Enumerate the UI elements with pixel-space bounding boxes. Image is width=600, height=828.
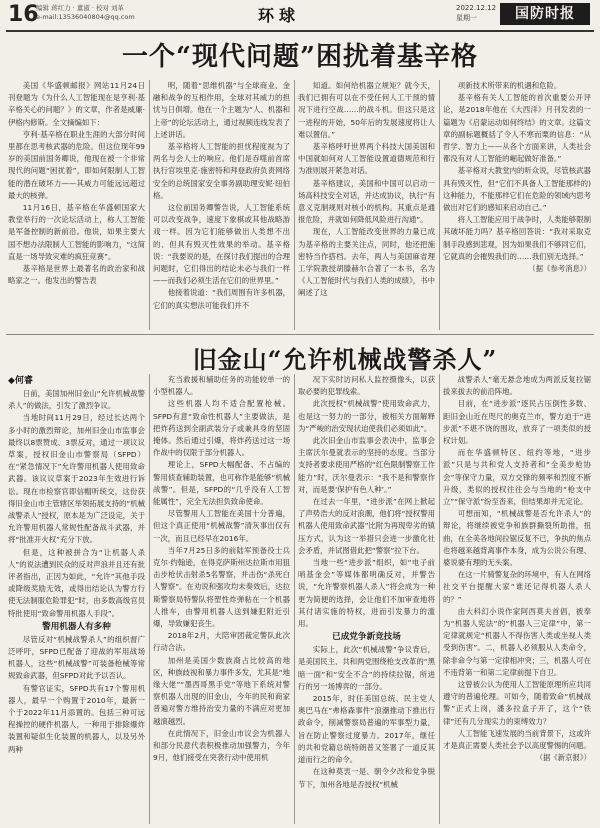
paragraph: 实际上，此次“机械战警”争议背后，是美国民主、共和两党围绕枪支改革的“黑暗一面”和“安全不合”的持续拉锯，所进行的另一场博弈的一部分。 [298, 645, 435, 691]
paragraph: 尽管反对“机械战警杀人”的组织督广泛呼吁，SFPD已配备了迎战的军用战场机器人，这些“机械战警”可装备枪械等常规致命武器，但SFPD对此予以否认。 [8, 634, 145, 681]
article1-column-2 [153, 80, 290, 330]
paragraph: 2018年2月，大陪审团裁定警队此次行动合法。 [153, 631, 290, 653]
issue-weekday: 星期一 [456, 14, 477, 22]
column-divider [439, 80, 440, 330]
article2-author: ◆何睿 [8, 376, 33, 386]
paragraph: 理论上，SFPD大幅配备、不占编的警用侦查辅助装置，也可称作是能够“机械战警”。但是，SFPD的“几乎没有人工智能属性”，完全无法担负致命使命。 [153, 460, 290, 507]
paragraph: 在此情况下，旧金山市议会为机器人和部分民意代表积极推动加强警力，今年9月，他们接受在突袭行动中使用机 [153, 728, 290, 763]
paragraph: 人工智能飞速发展的当前背景下，这或许才是真正需要人类社会予以高度警惕的问题。 [443, 728, 591, 751]
paragraph: 这位前国务卿警告说，人工智能系统可以改变战争，速度下象棋或其他战略游戏一样。因为它们能够做出人类想不出的、但具有毁灭性效果的举动。基辛格说：“我要说的是，在探讨我们提出的合理问题时，它们得出的结论未必与我们一样——而我们必须生活在它们的世界里。” [153, 203, 290, 286]
article2-column-4 [443, 374, 591, 824]
paragraph: 当地时间11月29日，经过长达两个多小时的激烈辩论，加州旧金山市监事会最终以8票赞成、3票反对，通过一项议议草案，授权旧金山市警察局（SFPD）在“紧急情况下”允许警用机器人使用致命武器。该议议草案于2023年生效进行诉讼。现在市检察官即信帽听统交，这份获得旧金山市主管辖区举领拓展支持的“机械战警杀人”授权，原本是为广泛设定，关于允许警用机器人常规性配备战斗武器，并将“批准开火权”充分下放。 [8, 413, 145, 545]
paragraph: 有警官证实，SFPD共有17个警用机器人，最早一个购置于2010年，最新一个于2022年11月添置的。包括三种可远程操控的硬件机器人，一种用于排除爆炸装置和疑似生化装置的机器人，以及另外两种 [8, 683, 145, 754]
article2-column-1 [8, 374, 145, 824]
paragraph: 当年7月25日多的前陆军预备役士兵克尔·约翰逊，在得克萨斯州达拉斯市用狙击步枪伏击射杀5名警察，并击伤“杀死白人警察”。在劝说和强攻均未奏效后，达拉斯警察局特警队将塑性炸弹粘在一个机器人推车，由警用机器人送到嫌犯附近引爆，导致嫌犯丧生。 [153, 545, 290, 629]
paragraph: 2015年，时任美国总统、民主党人奥巴马在“弗格森事件”浪潮推动下推出行政命令，削减警察局普遍的军事型力量，旨在防止警察过度暴力。2017年，继任的共和党籍总统特朗普又签署了一道反其道而行之的命令。 [298, 694, 435, 765]
paragraph: 基辛格是世界上最著名的政治家和战略家之一。他发出的警告表 [8, 264, 145, 286]
paragraph: 现在，人工智能改变世界的力量已成为基辛格的主要关注点，同时，他还把施密特当作搭档。去年，两人与美国麻省理工学院教授胡滕赫尔合著了一本书，名为《人工智能时代与我们人类的成绩》，书中阐述了这 [298, 227, 435, 298]
article2-column-3 [298, 374, 435, 824]
article2-column-2 [153, 374, 290, 824]
paragraph: 他接着说道：“我们周围有许多机器，它们的真实想法可能我们并不 [153, 288, 290, 310]
paragraph: 日前，美国加州旧金山“允许机械战警杀人”的做法，引发了激烈争议。 [8, 389, 145, 411]
paragraph: 知道。如何给机器立规矩？就今天，我们已拥有可以在不受任何人工干预的情况下进行空战……的战斗机。但这只是这一进程的开始，50年后的发展速度将让人难以置信。” [298, 81, 435, 139]
column-divider [294, 374, 295, 824]
article1-column-4 [443, 80, 591, 330]
paragraph: 基辛格建议，美国和中国可以启动一场高科技安全对话，并达成协议，执行“有意义克制规则对核小的机构。其重点是通报危险，并就如何降低风险进行沟通”。 [298, 178, 435, 225]
paragraph: 目前，在“进步派”逐民占压倒性多数、距旧金山近在咫尺的奥克兰市，警方迫于“进步派”不堪不饶的围攻，放弃了一项类似的授权计划。 [443, 399, 591, 446]
paragraph: 将人工智能应用于战争时，人类能够限制其破坏能力吗？基辛格回答说：“我对采取克制手段感到悲观，因为如果我们不够同它们，它就真的会摧毁我们的……我们别无选择。” [443, 215, 591, 261]
header-rule [6, 30, 594, 32]
section-title: 环球 [258, 6, 301, 25]
paragraph: 11月16日，基辛格在华盛顿国家大教堂举行的一次论坛活动上，称人工智能是军备控制的新前沿。他说，如果主要大国不想办法限制人工智能的影响力，“这简直是一场导致灾难的疯狂竞赛”。 [8, 203, 145, 261]
paragraph: 基辛格将人工智能的担忧程度视为了两名与会人士的响应。他们是吞噬前首席执行官埃里克·施密特和拜登政府负责网络安全的总统国家安全事务副助理安妮·纽伯格。 [153, 142, 290, 200]
paragraph: 此次旧金山市监事会表决中，监事会主席沃尔曼就表示的坚持的态度。当部分支持者要求使用严格的“红色限制警察工作能力”时，沃尔曼表示：“我不是和警察作对，而是要‘保护有色人种’。” [298, 436, 435, 494]
paragraph: 这些机器人均不适合配置枪械。SFPD有意“致命性机器人”主要做法，是把炸药送到全副武装分子或兼具身的坚固掩体。然后通过引爆，将炸药送过这一场作战中的仅限于部分机器人。 [153, 399, 290, 458]
paragraph: 加州是美国少数族裔占比较高的地区，种族歧视和暴力事件多发，尤其是“地缘大佬”“墨西哥黑手党”等地下系统对警察机器人出现的旧金山，今年的民和商家普遍对警方维持治安力量的不满应对更加越演越烈。 [153, 655, 290, 726]
paragraph: 在过去一年里，“进步派”在网上掀起了声势浩大的反对浪潮，他们将“授权警用机器人使用致命武器”比附为再现卑劣的镇压方式，认为这一举措只会进一步激化社会矛盾，并试图借此把“警察”拉下台。 [298, 497, 435, 555]
paragraph: 可想而知，“机械战警是否允许杀人”的辩论，将继续被党争和族群撕裂所助推，扭曲，在全美各地间拉锯反复不已，争执的焦点也将越来越背离事件本身，成为公说公有理、婆说婆有理的无头案。 [443, 509, 591, 568]
paragraph: 明，随着“思维机器”与全球商业、金融和战争的互相作用，全球对其威力的担忧与日俱增。他在一个主题为“人、机器和上帝”的论坛活动上，通过视频连线发表了上述讲话。 [153, 81, 290, 139]
paragraph: 但是，这种被拼合为“让机器人杀人”的说法遭到民众的反对声浪并且还有批评者指出，正因为如此，“允许”其他手段或降级奖励无效，或得出结论认为警方行使无法制服危险罪犯“时，由多数高级官员特批使用“致命警用机器人手段”。 [8, 547, 145, 618]
paragraph: 美国《华盛顿邮报》网站11月24日刊登题为《为什么人工智能现在是亨利·基辛格关心的问题？》的文章，作者是威廉·伊格内修斯。全文摘编如下： [8, 81, 145, 127]
column-divider [294, 80, 295, 330]
paragraph: 这曾被公认为使用人工智能原理所应共同遵守的普遍伦理。可如今，随着致命“机械战警”正式上岗，潘多拉盒子开了，这个“铁律”还有几分现实力的束缚效力？ [443, 680, 591, 726]
editor-info [36, 4, 135, 22]
paragraph: 基辛格有关人工智能的首次重要公开评论，是2018年他在《大西洋》月刊发表的一篇题为《启蒙运动如何终结》的文章。这篇文章的副标题概括了令人不寒而栗的信息：“从哲学、智力上——从各个方面来讲，人类社会都没有对人工智能的崛起做好准备。” [443, 93, 591, 164]
subheading: 警用机器人有多种 [42, 621, 111, 632]
paragraph: 当地一些“进步派”组织，如“电子前哨基金会”等媒体都明确反对，并警告说，“允许警察机器人杀人”将会成为一种更为简便的选择，会让他们不加审查地将其付诸实施的特权，进而引发暴力的滥用。 [298, 558, 435, 629]
paragraph: 此次授权“机械战警”使用致命武力，也是这一努力的一部分，被相关方面解释为“严峻的治安现状迫使我们必须如此”。 [298, 399, 435, 433]
article1-source: （据《参考消息》） [528, 264, 591, 274]
paragraph: 由大科幻小说作家阿西莫夫首倡，被奉为“机器人宪法”的“机器人三定律”中，第一定律就规定“机器人不得伤害人类或坐视人类受到伤害”。二，机器人必须服从人类命令，除非命令与第一定律相冲突；三，机器人可在不违背第一和第二定律前提下自卫。 [443, 606, 591, 677]
article-separator [6, 334, 594, 335]
paragraph: 在这种莫衷一是、朝令夕改和党争脱节下，加州各地是否授权“机械 [298, 767, 435, 789]
paragraph: 项新技术所带来的机遇和危险。 [457, 81, 562, 90]
article1-headline: 一个“现代问题”困扰着基辛格 [122, 42, 478, 72]
paragraph: 在这一片骑警复杂的环境中，有人在网络社交平台提醒大家“谁还记得机器人杀人的？” [443, 570, 591, 604]
paragraph: 而在华盛顿特区、纽约等地，“进步派”只是与共和党人支持者和“全美步枪协会”等保守力量，双方交锋的频率和烈度不断升级，类似的授权往往会与当地的“枪支中立”“保守派”纷至沓来，但结果却并无定论。 [443, 448, 591, 507]
subheading: 已成党争新竞技场 [332, 632, 401, 643]
paragraph: 尽管警用人工智能在美国十分普遍，但这个真正使用“机械战警”清灰事出仅有一次，而且已经早在2016年。 [153, 509, 290, 543]
editor-line: 编辑 蒋红力 · 董淑 · 校对 刘革 [36, 4, 125, 12]
article1-column-1 [8, 80, 145, 330]
column-divider [149, 80, 150, 330]
article2-source: （据《新京报》） [535, 753, 591, 763]
paragraph: 况下实时访问私人监控摄像头，以获取必要的犯罪线索。 [298, 375, 435, 397]
paragraph: 基辛格对大教堂内的听众说，尽管核武器具有毁灭性，但“它们不具备人工智能那样的)这种能力，不能那样它们在危险的领域内思考做出对它们的感知来启动自己。” [443, 166, 591, 213]
issue-date-number: 2022.12.12 [456, 4, 497, 12]
paragraph: 亨利·基辛格在职业生涯的大部分时间里都在思考核武器的危险。但这位现年99岁的美国前国务卿说，他现在被一个非常现代的问题“困扰着”，即如何限制人工智能的潜在破坏力——其威力可能远远超过最大的核弹。 [8, 129, 145, 200]
paragraph: 战警杀人”毫无悬念地成为两派反复拉锯拔来拔去的前沿阵地。 [443, 375, 591, 397]
article1-column-3 [298, 80, 435, 330]
column-divider [149, 374, 150, 824]
paragraph: 基辛格呼吁世界两个科技大国美国和中国就如何对人工智能设置道德规范和行为准则展开紧急对话。 [298, 142, 435, 176]
page-number: 16 [8, 2, 39, 27]
page-header [0, 0, 600, 34]
column-divider [439, 374, 440, 824]
article2-headline: 旧金山“允许机械战警杀人” [192, 345, 498, 374]
editor-email: e-mail:13536040804@qq.com [36, 13, 135, 21]
paragraph: 充当救援和辅助任务的功能较单一的小型机器人。 [153, 375, 290, 397]
issue-date [456, 3, 496, 23]
newspaper-logo: 国防时报 [500, 3, 590, 25]
